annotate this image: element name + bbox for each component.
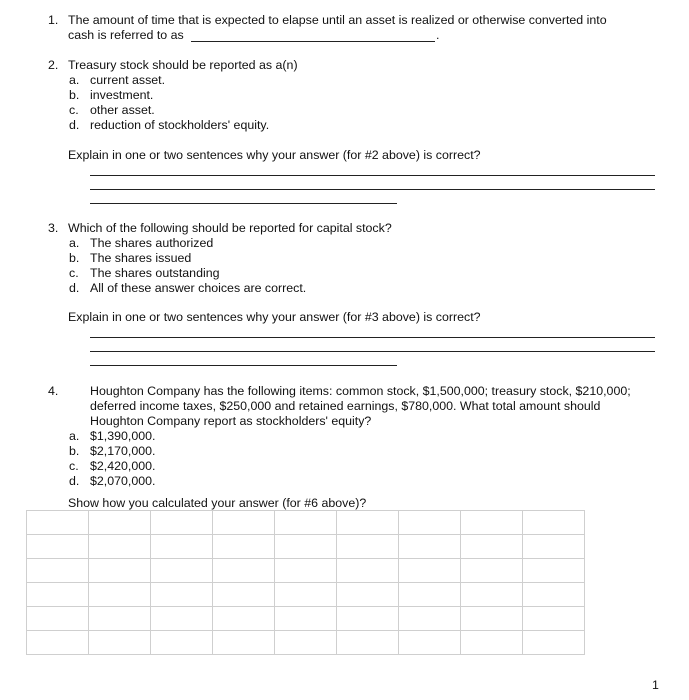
question-4-option-d[interactable]: $2,070,000. xyxy=(90,474,156,488)
grid-cell[interactable] xyxy=(461,535,523,559)
question-3-option-b-letter: b. xyxy=(69,251,80,265)
grid-cell[interactable] xyxy=(461,631,523,655)
grid-cell[interactable] xyxy=(461,559,523,583)
question-4-option-a-letter: a. xyxy=(69,429,80,443)
grid-cell[interactable] xyxy=(151,511,213,535)
grid-cell[interactable] xyxy=(27,511,89,535)
question-4-number: 4. xyxy=(48,384,59,398)
question-2-option-d[interactable]: reduction of stockholders' equity. xyxy=(90,118,270,132)
question-1-answer-blank[interactable] xyxy=(191,41,435,42)
grid-cell[interactable] xyxy=(89,583,151,607)
question-2-answer-line-3[interactable] xyxy=(90,203,397,204)
grid-row xyxy=(27,631,585,655)
question-2-option-b-letter: b. xyxy=(69,88,80,102)
question-3-number: 3. xyxy=(48,221,59,235)
question-4-text-line2: deferred income taxes, $250,000 and retained earnings, $780,000. What total amount should xyxy=(90,399,601,413)
grid-cell[interactable] xyxy=(275,607,337,631)
grid-cell[interactable] xyxy=(213,535,275,559)
question-3-option-b[interactable]: The shares issued xyxy=(90,251,192,265)
grid-cell[interactable] xyxy=(461,511,523,535)
grid-cell[interactable] xyxy=(399,607,461,631)
question-3-answer-line-3[interactable] xyxy=(90,365,397,366)
grid-row xyxy=(27,607,585,631)
question-3-option-a-letter: a. xyxy=(69,236,80,250)
grid-cell[interactable] xyxy=(275,559,337,583)
grid-cell[interactable] xyxy=(213,631,275,655)
grid-cell[interactable] xyxy=(27,631,89,655)
question-4-option-d-letter: d. xyxy=(69,474,80,488)
grid-cell[interactable] xyxy=(275,511,337,535)
grid-row xyxy=(27,511,585,535)
question-2-number: 2. xyxy=(48,58,59,72)
question-1-period: . xyxy=(436,28,440,42)
question-4-option-a[interactable]: $1,390,000. xyxy=(90,429,156,443)
question-3-answer-line-2[interactable] xyxy=(90,351,655,352)
calculation-grid xyxy=(26,510,585,655)
grid-cell[interactable] xyxy=(399,535,461,559)
question-2-answer-line-2[interactable] xyxy=(90,189,655,190)
question-3-explain-prompt: Explain in one or two sentences why your answer (for #3 above) is correct? xyxy=(68,310,481,324)
grid-row xyxy=(27,535,585,559)
question-2-option-b[interactable]: investment. xyxy=(90,88,154,102)
question-4-option-c-letter: c. xyxy=(69,459,79,473)
grid-cell[interactable] xyxy=(27,583,89,607)
question-3-text: Which of the following should be reported for capital stock? xyxy=(68,221,392,235)
grid-cell[interactable] xyxy=(399,559,461,583)
grid-cell[interactable] xyxy=(523,535,585,559)
grid-cell[interactable] xyxy=(461,583,523,607)
question-4-show-work-prompt: Show how you calculated your answer (for #6 above)? xyxy=(68,496,367,510)
grid-cell[interactable] xyxy=(337,631,399,655)
grid-cell[interactable] xyxy=(213,511,275,535)
grid-cell[interactable] xyxy=(399,511,461,535)
question-4-text-line3: Houghton Company report as stockholders' equity? xyxy=(90,414,372,428)
grid-row xyxy=(27,559,585,583)
grid-cell[interactable] xyxy=(337,583,399,607)
question-2-option-a-letter: a. xyxy=(69,73,80,87)
question-1-text-line1: The amount of time that is expected to elapse until an asset is realized or otherwise converted into xyxy=(68,13,607,27)
question-3-option-c[interactable]: The shares outstanding xyxy=(90,266,220,280)
grid-cell[interactable] xyxy=(399,631,461,655)
grid-cell[interactable] xyxy=(27,535,89,559)
grid-cell[interactable] xyxy=(337,607,399,631)
question-1-text-line2: cash is referred to as xyxy=(68,28,184,42)
grid-cell[interactable] xyxy=(27,607,89,631)
grid-cell[interactable] xyxy=(523,607,585,631)
grid-cell[interactable] xyxy=(213,559,275,583)
question-2-text: Treasury stock should be reported as a(n) xyxy=(68,58,298,72)
grid-cell[interactable] xyxy=(151,631,213,655)
grid-cell[interactable] xyxy=(275,535,337,559)
question-2-answer-line-1[interactable] xyxy=(90,175,655,176)
question-4-option-b-letter: b. xyxy=(69,444,80,458)
grid-cell[interactable] xyxy=(461,607,523,631)
grid-cell[interactable] xyxy=(399,583,461,607)
question-4-option-c[interactable]: $2,420,000. xyxy=(90,459,156,473)
grid-cell[interactable] xyxy=(89,535,151,559)
question-4-text-line1: Houghton Company has the following items: common stock, $1,500,000; treasury stock, $210,000; xyxy=(90,384,631,398)
grid-cell[interactable] xyxy=(89,607,151,631)
question-2-option-c[interactable]: other asset. xyxy=(90,103,155,117)
grid-cell[interactable] xyxy=(89,511,151,535)
grid-cell[interactable] xyxy=(27,559,89,583)
grid-cell[interactable] xyxy=(151,607,213,631)
grid-cell[interactable] xyxy=(151,535,213,559)
question-3-option-d[interactable]: All of these answer choices are correct. xyxy=(90,281,307,295)
grid-cell[interactable] xyxy=(337,559,399,583)
question-3-option-c-letter: c. xyxy=(69,266,79,280)
question-2-explain-prompt: Explain in one or two sentences why your answer (for #2 above) is correct? xyxy=(68,148,481,162)
grid-cell[interactable] xyxy=(89,631,151,655)
question-3-option-d-letter: d. xyxy=(69,281,80,295)
grid-cell[interactable] xyxy=(523,583,585,607)
grid-cell[interactable] xyxy=(151,583,213,607)
grid-cell[interactable] xyxy=(213,607,275,631)
grid-cell[interactable] xyxy=(213,583,275,607)
grid-cell[interactable] xyxy=(151,559,213,583)
grid-cell[interactable] xyxy=(523,511,585,535)
question-3-option-a[interactable]: The shares authorized xyxy=(90,236,214,250)
grid-row xyxy=(27,583,585,607)
grid-cell[interactable] xyxy=(337,511,399,535)
question-3-answer-line-1[interactable] xyxy=(90,337,655,338)
grid-cell[interactable] xyxy=(337,535,399,559)
grid-cell[interactable] xyxy=(523,631,585,655)
question-2-option-c-letter: c. xyxy=(69,103,79,117)
grid-cell[interactable] xyxy=(275,583,337,607)
page-number: 1 xyxy=(652,678,659,692)
grid-cell[interactable] xyxy=(89,559,151,583)
question-2-option-a[interactable]: current asset. xyxy=(90,73,166,87)
question-4-option-b[interactable]: $2,170,000. xyxy=(90,444,156,458)
grid-cell[interactable] xyxy=(275,631,337,655)
grid-cell[interactable] xyxy=(523,559,585,583)
question-1-number: 1. xyxy=(48,13,59,27)
question-2-option-d-letter: d. xyxy=(69,118,80,132)
